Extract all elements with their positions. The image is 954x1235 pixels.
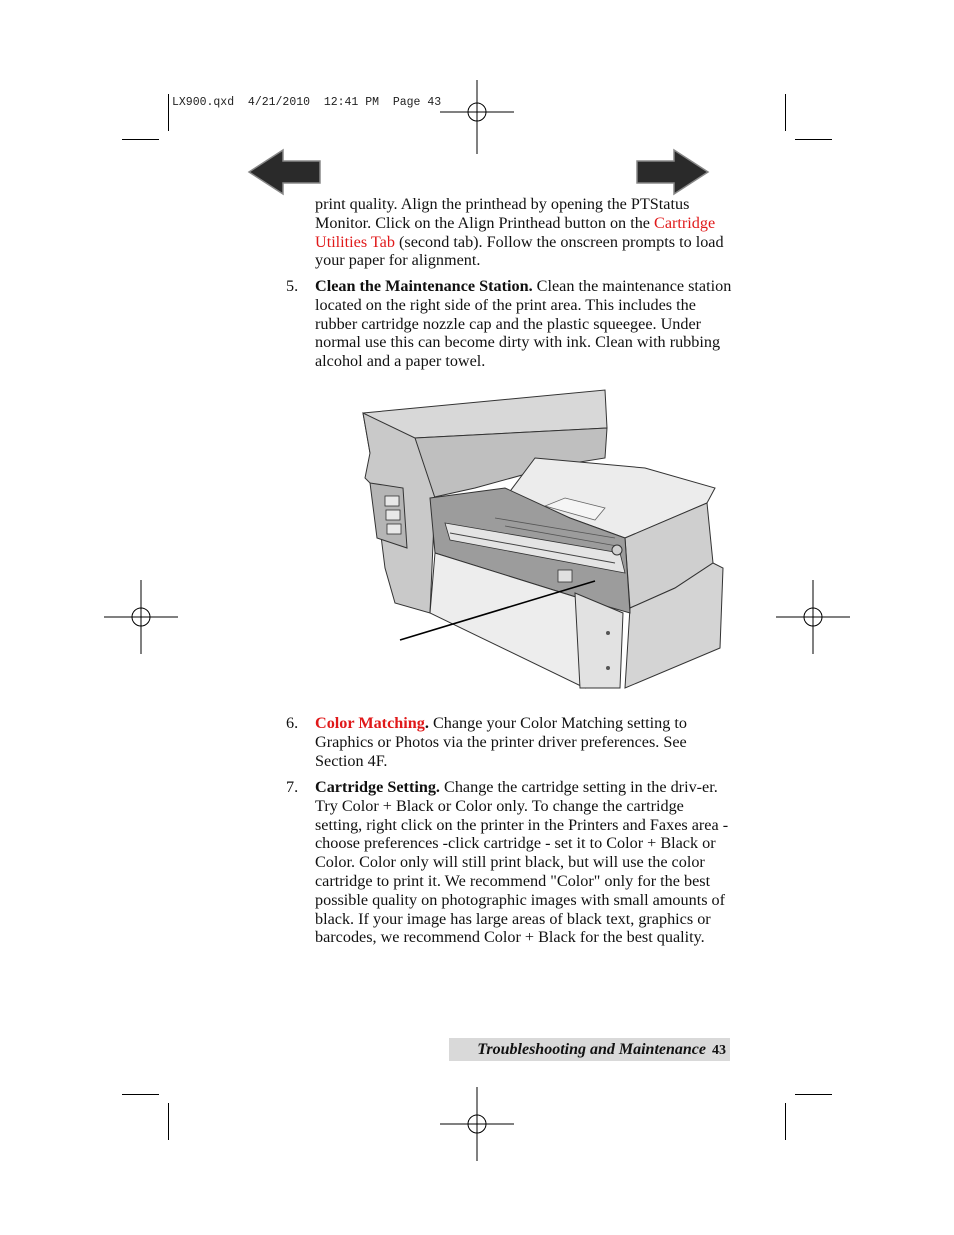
footer-title: Troubleshooting and Maintenance — [477, 1041, 706, 1058]
intro-text: print quality. Align the printhead by opening the PTStatus Monitor. Click on the Align Printhead button on the — [315, 195, 690, 232]
crop-mark — [795, 139, 832, 140]
item-text: Change your Color Matching setting to Graphics or Photos via the printer driver preferences. See Section 4F. — [315, 714, 687, 770]
registration-mark-icon — [440, 80, 514, 154]
registration-mark-icon — [440, 1087, 514, 1161]
printer-illustration — [355, 388, 725, 698]
page-number: 43 — [712, 1043, 726, 1058]
color-matching-link[interactable]: Color Matching — [315, 714, 425, 732]
cartridge-utilities-link[interactable]: Cartridge Utilities Tab — [315, 213, 716, 251]
crop-mark — [795, 1094, 832, 1095]
crop-mark — [122, 139, 159, 140]
prev-page-arrow-icon[interactable] — [247, 148, 323, 196]
item-number: 5. — [286, 277, 299, 295]
crop-mark — [785, 1103, 786, 1140]
registration-mark-icon — [776, 580, 850, 654]
registration-mark-icon — [104, 580, 178, 654]
crop-mark — [785, 94, 786, 131]
file-slug: LX900.qxd 4/21/2010 12:41 PM Page 43 — [172, 96, 442, 109]
item-heading: Cartridge Setting. — [315, 778, 440, 796]
intro-text-cont: (second tab). Follow the onscreen prompts to load your paper for alignment. — [315, 232, 724, 270]
item-heading-suffix: . — [424, 714, 429, 732]
item-number: 7. — [286, 778, 299, 796]
crop-mark — [168, 94, 169, 131]
page-footer — [449, 1038, 730, 1061]
next-page-arrow-icon[interactable] — [634, 148, 710, 196]
crop-mark — [168, 1103, 169, 1140]
item-number: 6. — [286, 714, 299, 732]
item-text: Change the cartridge setting in the driv-er. Try Color + Black or Color only. To change the cartridge setting, right click on the printer in the Printers and Faxes area - choose preferences -click cartridge - set it to Color + Black or Color. Color only will still print black, but will use the color cartridge to print it. We recommend "Color" only for the best possible quality on photographic images with small amounts of black. If your image has large areas of black text, graphics or barcodes, we recommend Color + Black for the best quality. — [315, 778, 729, 947]
item-text: Clean the maintenance station located on the right side of the print area. This includes the rubber cartridge nozzle cap and the plastic squeegee. Under normal use this can become dirty with ink. Clean with rubbing alcohol and a paper towel. — [315, 277, 732, 371]
intro-paragraph — [315, 195, 735, 270]
crop-mark — [122, 1094, 159, 1095]
item-heading: Clean the Maintenance Station. — [315, 277, 533, 295]
